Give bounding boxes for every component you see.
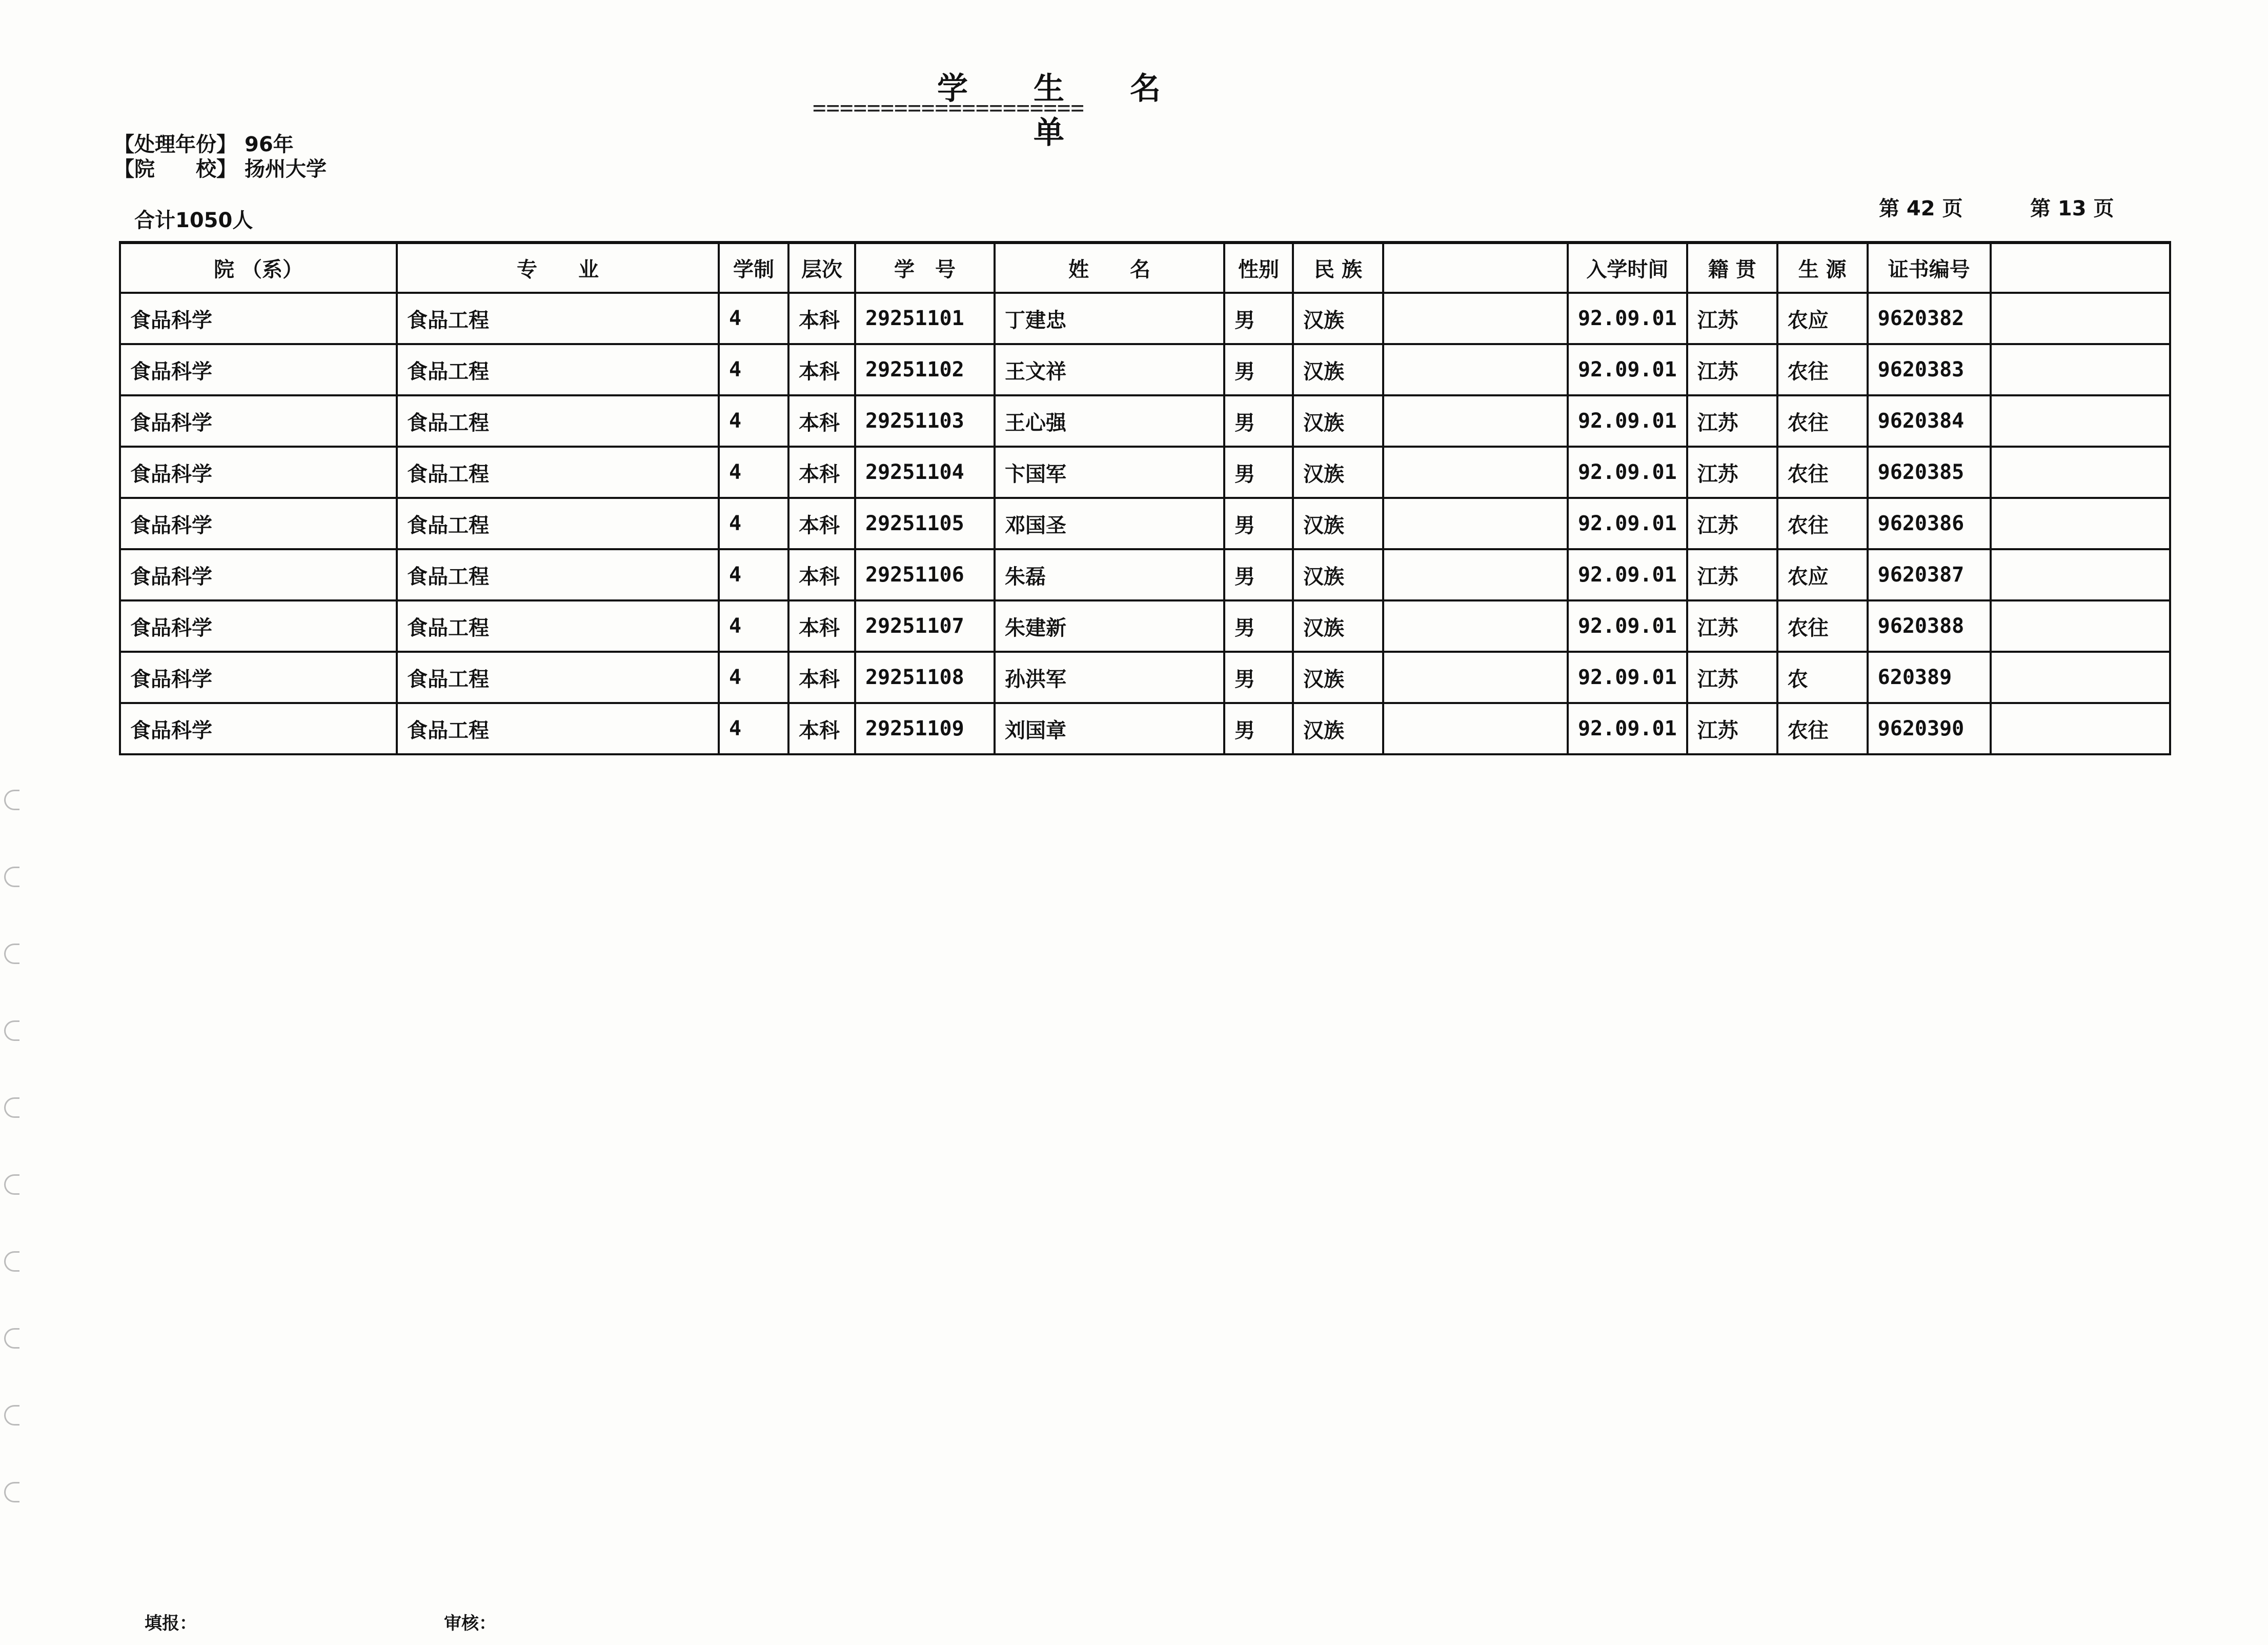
cell-major: 食品工程 [397,344,719,395]
cell-major: 食品工程 [397,549,719,600]
punch-hole-mark [4,1097,19,1118]
cell-cert-no: 9620388 [1868,600,1991,652]
cell-native-place: 江苏 [1687,498,1777,549]
cell-student-id: 29251104 [855,447,995,498]
table-row [120,344,2170,395]
cell-native-place: 江苏 [1687,652,1777,703]
cell-name: 孙洪军 [995,652,1224,703]
cell-blank-a [1383,447,1568,498]
cell-level: 本科 [788,549,855,600]
punch-hole-mark [4,1020,19,1041]
cell-cert-no: 9620385 [1868,447,1991,498]
cell-level: 本科 [788,447,855,498]
cell-gender: 男 [1224,344,1293,395]
cell-name: 王文祥 [995,344,1224,395]
cell-level: 本科 [788,344,855,395]
cell-dept: 食品科学 [120,600,397,652]
cell-ethnicity: 汉族 [1293,652,1383,703]
school-label: 【院 校】 [114,157,237,181]
cell-gender: 男 [1224,703,1293,754]
cell-gender: 男 [1224,293,1293,344]
cell-duration: 4 [719,703,788,754]
cell-student-id: 29251103 [855,395,995,447]
cell-ethnicity: 汉族 [1293,344,1383,395]
cell-cert-no: 9620383 [1868,344,1991,395]
total-count: 合计1050人 [134,209,253,232]
cell-native-place: 江苏 [1687,549,1777,600]
table-row [120,395,2170,447]
header-blank-b [1991,243,2170,293]
cell-student-id: 29251102 [855,344,995,395]
cell-blank-b [1991,293,2170,344]
punch-hole-mark [4,867,19,887]
cell-dept: 食品科学 [120,344,397,395]
cell-cert-no: 9620387 [1868,549,1991,600]
cell-major: 食品工程 [397,498,719,549]
cell-blank-a [1383,652,1568,703]
table-row [120,549,2170,600]
header-level: 层次 [788,243,855,293]
cell-native-place: 江苏 [1687,293,1777,344]
cell-source: 农 [1777,652,1868,703]
cell-ethnicity: 汉族 [1293,498,1383,549]
cell-duration: 4 [719,600,788,652]
header-major: 专 业 [397,243,719,293]
cell-major: 食品工程 [397,703,719,754]
cell-dept: 食品科学 [120,549,397,600]
cell-cert-no: 9620384 [1868,395,1991,447]
cell-native-place: 江苏 [1687,600,1777,652]
cell-enroll-date: 92.09.01 [1568,293,1687,344]
cell-major: 食品工程 [397,447,719,498]
meta-school [114,153,327,182]
cell-gender: 男 [1224,395,1293,447]
table-row [120,652,2170,703]
header-cert-no: 证书编号 [1868,243,1991,293]
header-student-id: 学 号 [855,243,995,293]
cell-student-id: 29251107 [855,600,995,652]
cell-cert-no: 9620386 [1868,498,1991,549]
punch-hole-mark [4,790,19,810]
cell-enroll-date: 92.09.01 [1568,498,1687,549]
cell-ethnicity: 汉族 [1293,703,1383,754]
cell-blank-a [1383,395,1568,447]
cell-cert-no: 620389 [1868,652,1991,703]
cell-name: 卞国军 [995,447,1224,498]
punch-hole-mark [4,1405,19,1426]
cell-source: 农往 [1777,395,1868,447]
year-label: 【处理年份】 [114,133,237,156]
cell-name: 丁建忠 [995,293,1224,344]
cell-source: 农应 [1777,293,1868,344]
cell-enroll-date: 92.09.01 [1568,703,1687,754]
cell-blank-a [1383,703,1568,754]
cell-name: 刘国章 [995,703,1224,754]
cell-blank-b [1991,395,2170,447]
cell-blank-b [1991,344,2170,395]
cell-major: 食品工程 [397,395,719,447]
table-row [120,703,2170,754]
cell-blank-a [1383,498,1568,549]
cell-ethnicity: 汉族 [1293,293,1383,344]
punch-hole-mark [4,944,19,964]
table-row [120,498,2170,549]
cell-native-place: 江苏 [1687,344,1777,395]
cell-dept: 食品科学 [120,293,397,344]
cell-dept: 食品科学 [120,652,397,703]
cell-name: 朱磊 [995,549,1224,600]
cell-blank-a [1383,344,1568,395]
cell-blank-b [1991,600,2170,652]
cell-gender: 男 [1224,652,1293,703]
cell-blank-b [1991,652,2170,703]
school-value: 扬州大学 [245,157,327,181]
cell-blank-b [1991,498,2170,549]
cell-dept: 食品科学 [120,498,397,549]
cell-enroll-date: 92.09.01 [1568,447,1687,498]
cell-enroll-date: 92.09.01 [1568,549,1687,600]
cell-student-id: 29251108 [855,652,995,703]
cell-student-id: 29251101 [855,293,995,344]
cell-duration: 4 [719,652,788,703]
cell-native-place: 江苏 [1687,703,1777,754]
table-row [120,600,2170,652]
cell-major: 食品工程 [397,652,719,703]
cell-enroll-date: 92.09.01 [1568,652,1687,703]
page-number-current: 第 13 页 [2030,197,2114,220]
cell-source: 农往 [1777,600,1868,652]
cell-enroll-date: 92.09.01 [1568,344,1687,395]
cell-source: 农往 [1777,498,1868,549]
cell-ethnicity: 汉族 [1293,549,1383,600]
punch-hole-mark [4,1251,19,1272]
cell-duration: 4 [719,395,788,447]
cell-student-id: 29251106 [855,549,995,600]
cell-student-id: 29251105 [855,498,995,549]
cell-level: 本科 [788,652,855,703]
cell-gender: 男 [1224,447,1293,498]
cell-level: 本科 [788,498,855,549]
cell-dept: 食品科学 [120,703,397,754]
cell-blank-a [1383,549,1568,600]
cell-ethnicity: 汉族 [1293,395,1383,447]
fill-label: 填报： [145,1613,197,1634]
year-value: 96年 [245,133,294,156]
header-duration: 学制 [719,243,788,293]
table-header-row [120,243,2170,293]
cell-native-place: 江苏 [1687,395,1777,447]
cell-level: 本科 [788,600,855,652]
cell-cert-no: 9620390 [1868,703,1991,754]
page-title: 学生名单 [937,71,1226,151]
cell-level: 本科 [788,293,855,344]
title-underline: ==================== [813,95,1084,121]
cell-source: 农应 [1777,549,1868,600]
cell-blank-a [1383,600,1568,652]
cell-blank-b [1991,703,2170,754]
cell-student-id: 29251109 [855,703,995,754]
header-native-place: 籍 贯 [1687,243,1777,293]
punch-hole-mark [4,1328,19,1349]
cell-name: 邓国圣 [995,498,1224,549]
header-name: 姓 名 [995,243,1224,293]
cell-source: 农往 [1777,703,1868,754]
cell-dept: 食品科学 [120,447,397,498]
cell-major: 食品工程 [397,293,719,344]
cell-major: 食品工程 [397,600,719,652]
cell-duration: 4 [719,498,788,549]
cell-cert-no: 9620382 [1868,293,1991,344]
header-dept: 院 （系） [120,243,397,293]
cell-blank-b [1991,447,2170,498]
header-source: 生 源 [1777,243,1868,293]
cell-gender: 男 [1224,600,1293,652]
cell-gender: 男 [1224,498,1293,549]
header-ethnicity: 民 族 [1293,243,1383,293]
cell-name: 朱建新 [995,600,1224,652]
cell-duration: 4 [719,549,788,600]
cell-source: 农往 [1777,447,1868,498]
cell-blank-a [1383,293,1568,344]
cell-native-place: 江苏 [1687,447,1777,498]
cell-gender: 男 [1224,549,1293,600]
review-label: 审核： [444,1613,496,1634]
header-enroll-date: 入学时间 [1568,243,1687,293]
cell-level: 本科 [788,395,855,447]
cell-source: 农往 [1777,344,1868,395]
cell-dept: 食品科学 [120,395,397,447]
cell-name: 王心强 [995,395,1224,447]
cell-enroll-date: 92.09.01 [1568,395,1687,447]
cell-blank-b [1991,549,2170,600]
punch-hole-mark [4,1482,19,1502]
cell-duration: 4 [719,293,788,344]
table-row [120,447,2170,498]
cell-enroll-date: 92.09.01 [1568,600,1687,652]
cell-level: 本科 [788,703,855,754]
header-gender: 性别 [1224,243,1293,293]
punch-hole-mark [4,1174,19,1195]
cell-duration: 4 [719,447,788,498]
student-table [119,241,2171,755]
cell-ethnicity: 汉族 [1293,600,1383,652]
header-blank-a [1383,243,1568,293]
cell-ethnicity: 汉族 [1293,447,1383,498]
cell-duration: 4 [719,344,788,395]
table-row [120,293,2170,344]
page-number-total: 第 42 页 [1879,197,1963,220]
